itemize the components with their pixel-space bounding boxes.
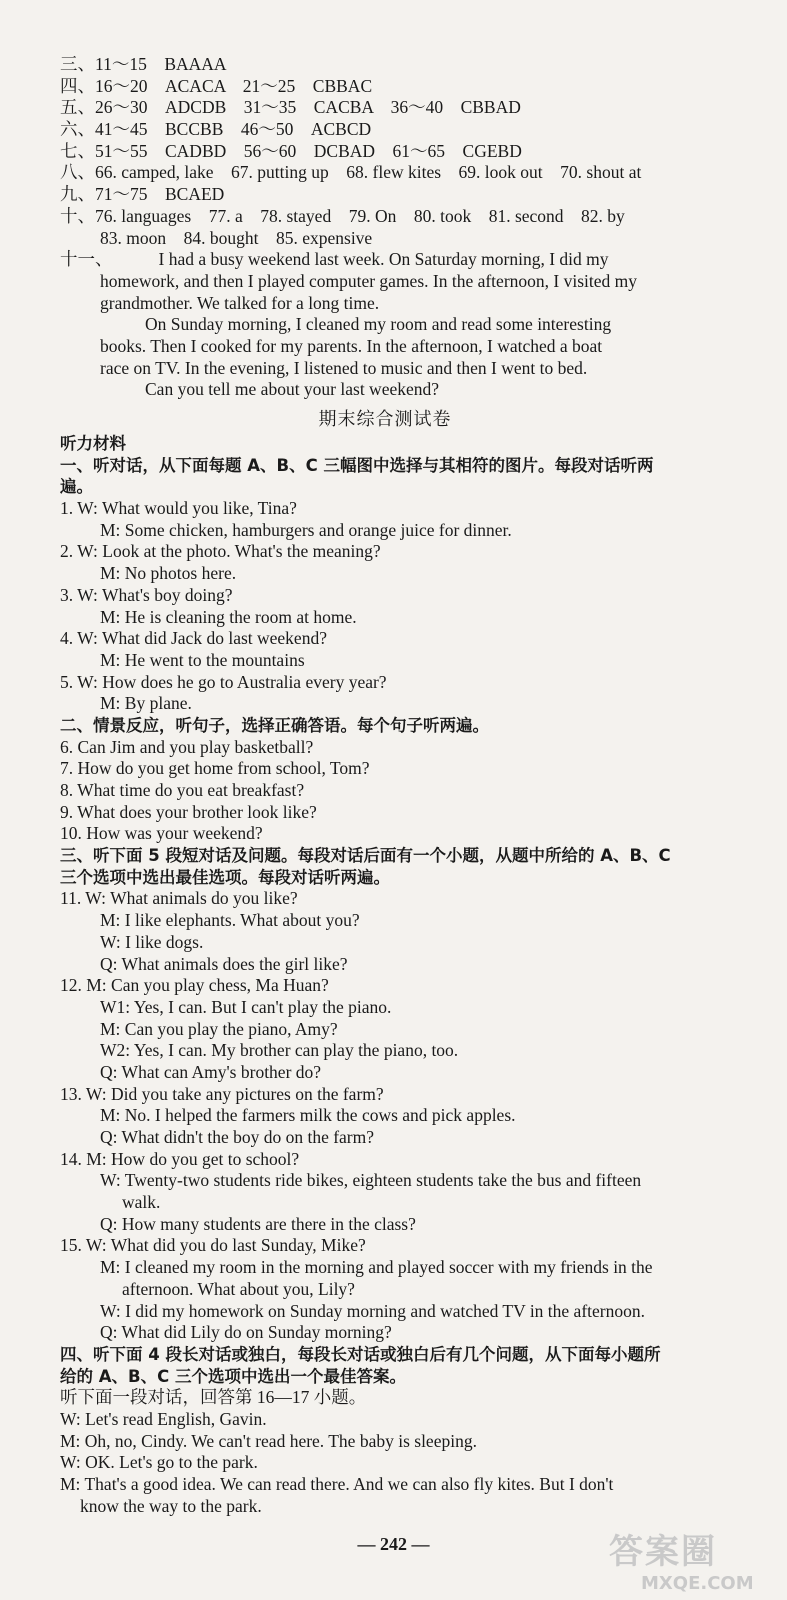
dialogue-line: W: I like dogs. bbox=[100, 931, 204, 952]
essay-line: books. Then I cooked for my parents. In the afternoon, I watched a boat bbox=[100, 335, 603, 356]
answer-key bbox=[60, 54, 710, 249]
essay-line: homework, and then I played computer games. In the afternoon, I visited my bbox=[100, 270, 637, 291]
essay-line: On Sunday morning, I cleaned my room and read some interesting bbox=[145, 314, 612, 335]
essay-label: 十一、 bbox=[60, 249, 113, 270]
dialogue-line: M: No photos here. bbox=[100, 563, 237, 584]
essay-line: race on TV. In the evening, I listened to music and then I went to bed. bbox=[100, 357, 588, 378]
question-line: 7. How do you get home from school, Tom? bbox=[60, 758, 370, 779]
dialogue-line: 2. W: Look at the photo. What's the meaning? bbox=[60, 541, 381, 562]
essay-answer bbox=[60, 249, 710, 401]
dialogue-line: 1. W: What would you like, Tina? bbox=[60, 498, 297, 519]
dialogue-line: M: I cleaned my room in the morning and played soccer with my friends in the bbox=[100, 1257, 653, 1278]
answer-line: 83. moon 84. bought 85. expensive bbox=[100, 227, 373, 248]
dialogue-line: W: I did my homework on Sunday morning and watched TV in the afternoon. bbox=[100, 1300, 645, 1321]
dialogue-line: M: Can you play the piano, Amy? bbox=[100, 1018, 338, 1039]
dialogue-line: 14. M: How do you get to school? bbox=[60, 1148, 300, 1169]
part-4 bbox=[60, 1344, 710, 1518]
dialogue-line: 5. W: How does he go to Australia every year? bbox=[60, 671, 387, 692]
answer-line: 九、71～75 BCAED bbox=[60, 184, 225, 205]
section-heading: 二、情景反应，听句子，选择正确答语。每个句子听两遍。 bbox=[60, 715, 489, 735]
section-heading-cont: 给的 A、B、C 三个选项中选出一个最佳答案。 bbox=[60, 1366, 406, 1386]
dialogue-line: 12. M: Can you play chess, Ma Huan? bbox=[60, 975, 329, 996]
dialogue-line: Q: What did Lily do on Sunday morning? bbox=[100, 1322, 392, 1343]
dialogue-line: 15. W: What did you do last Sunday, Mike? bbox=[60, 1235, 366, 1256]
watermark-text: 答案圈 bbox=[609, 1532, 717, 1572]
exam-title: 期末综合测试卷 bbox=[318, 409, 452, 430]
question-line: 6. Can Jim and you play basketball? bbox=[60, 736, 314, 757]
page-content bbox=[60, 54, 710, 1517]
dialogue-line: afternoon. What about you, Lily? bbox=[122, 1278, 355, 1299]
section-heading: 四、听下面 4 段长对话或独白，每段长对话或独白后有几个问题，从下面每小题所 bbox=[60, 1344, 661, 1364]
section-heading: 一、听对话，从下面每题 A、B、C 三幅图中选择与其相符的图片。每段对话听两 bbox=[60, 455, 654, 475]
dialogue-line: Q: How many students are there in the class? bbox=[100, 1213, 416, 1234]
watermark-url: MXQE.COM bbox=[641, 1573, 754, 1594]
dialogue-line: W2: Yes, I can. My brother can play the piano, too. bbox=[100, 1040, 459, 1061]
dialogue-line: W: OK. Let's go to the park. bbox=[60, 1452, 258, 1473]
answer-line: 七、51～55 CADBD 56～60 DCBAD 61～65 CGEBD bbox=[60, 140, 522, 161]
dialogue-line: Q: What can Amy's brother do? bbox=[100, 1061, 322, 1082]
dialogue-line: M: No. I helped the farmers milk the cows and pick apples. bbox=[100, 1105, 516, 1126]
listening-label: 听力材料 bbox=[60, 434, 126, 453]
dialogue-line: 13. W: Did you take any pictures on the farm? bbox=[60, 1083, 384, 1104]
dialogue-line: Q: What animals does the girl like? bbox=[100, 953, 348, 974]
dialogue-line: Q: What didn't the boy do on the farm? bbox=[100, 1127, 375, 1147]
dialogue-line: W1: Yes, I can. But I can't play the piano. bbox=[100, 996, 392, 1017]
dialogue-line: M: That's a good idea. We can read there. And we can also fly kites. But I don't bbox=[60, 1474, 614, 1494]
answer-line: 五、26～30 ADCDB 31～35 CACBA 36～40 CBBAD bbox=[60, 97, 521, 118]
part-1 bbox=[60, 455, 710, 715]
watermark-logo bbox=[609, 1524, 769, 1594]
dialogue-line: know the way to the park. bbox=[80, 1495, 262, 1516]
page-number: — 242 — bbox=[357, 1534, 430, 1554]
dialogue-line: M: He went to the mountains bbox=[100, 649, 305, 670]
essay-line: Can you tell me about your last weekend? bbox=[145, 379, 440, 400]
dialogue-intro: 听下面一段对话，回答第 16—17 小题。 bbox=[60, 1387, 367, 1408]
dialogue-line: 11. W: What animals do you like? bbox=[60, 888, 298, 909]
section-heading-cont: 遍。 bbox=[60, 477, 93, 497]
answer-line: 八、66. camped, lake 67. putting up 68. flew kites 69. look out 70. shout at bbox=[60, 162, 642, 183]
section-heading: 三、听下面 5 段短对话及问题。每段对话后面有一个小题，从题中所给的 A、B、C bbox=[60, 846, 671, 866]
answer-line: 十、76. languages 77. a 78. stayed 79. On 80. took 81. second 82. by bbox=[60, 205, 625, 226]
dialogue-line: 3. W: What's boy doing? bbox=[60, 584, 233, 605]
essay-line: grandmother. We talked for a long time. bbox=[100, 292, 380, 313]
question-line: 9. What does your brother look like? bbox=[60, 801, 317, 822]
dialogue-line: 4. W: What did Jack do last weekend? bbox=[60, 628, 327, 649]
dialogue-line: M: Oh, no, Cindy. We can't read here. The baby is sleeping. bbox=[60, 1430, 477, 1451]
part-2 bbox=[60, 715, 710, 845]
dialogue-line: walk. bbox=[122, 1192, 161, 1213]
dialogue-line: M: By plane. bbox=[100, 693, 192, 714]
question-line: 8. What time do you eat breakfast? bbox=[60, 780, 305, 800]
dialogue-line: W: Let's read English, Gavin. bbox=[60, 1408, 267, 1429]
answer-line: 三、11～15 BAAAA bbox=[60, 54, 227, 74]
essay-line: I had a busy weekend last week. On Saturday morning, I did my bbox=[158, 249, 609, 270]
answer-line: 四、16～20 ACACA 21～25 CBBAC bbox=[60, 75, 373, 96]
answer-line: 六、41～45 BCCBB 46～50 ACBCD bbox=[60, 119, 372, 140]
dialogue-line: M: He is cleaning the room at home. bbox=[100, 606, 357, 627]
part-3 bbox=[60, 845, 710, 1344]
dialogue-line: M: I like elephants. What about you? bbox=[100, 910, 360, 931]
dialogue-line: M: Some chicken, hamburgers and orange juice for dinner. bbox=[100, 519, 512, 540]
section-heading-cont: 三个选项中选出最佳选项。每段对话听两遍。 bbox=[60, 867, 390, 887]
question-line: 10. How was your weekend? bbox=[60, 823, 263, 844]
dialogue-line: W: Twenty-two students ride bikes, eighteen students take the bus and fifteen bbox=[100, 1170, 642, 1191]
